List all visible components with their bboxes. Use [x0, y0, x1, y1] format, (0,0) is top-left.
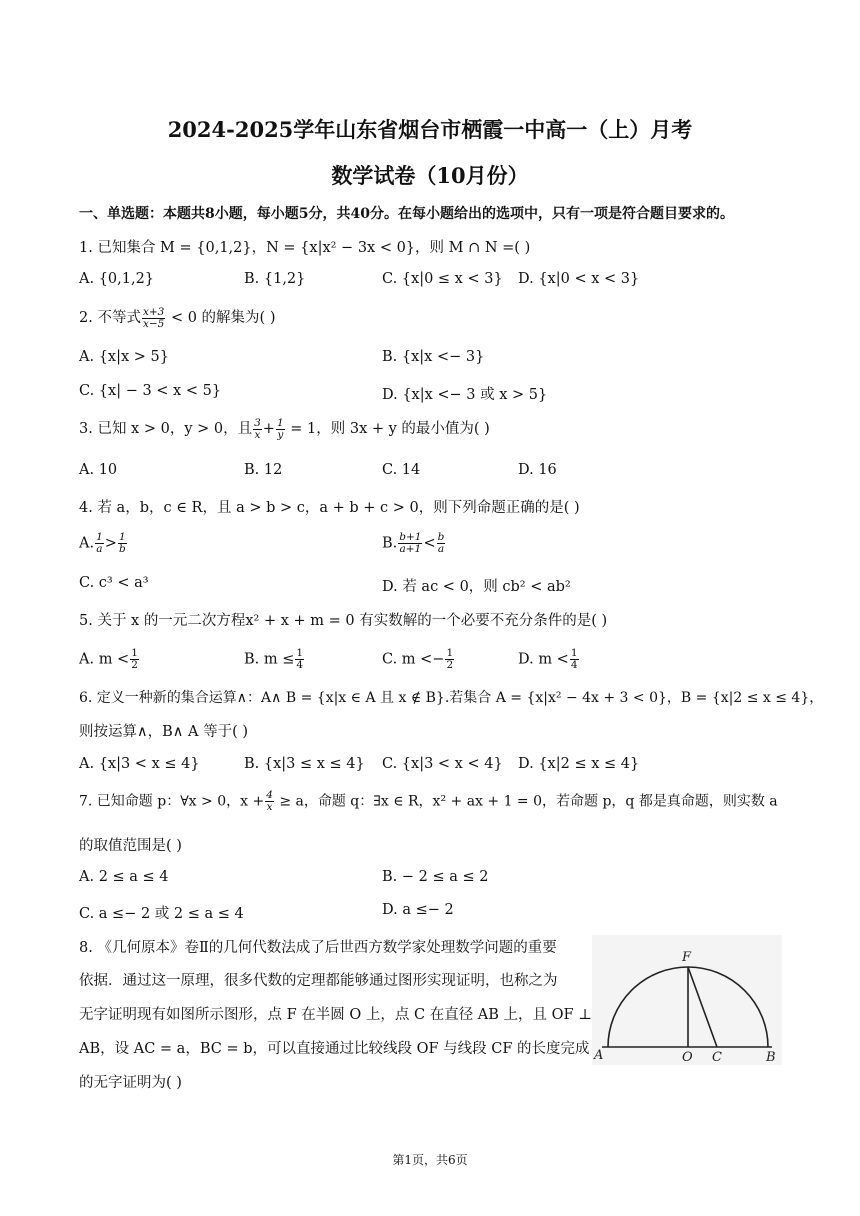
- question-4-option-a: [79, 532, 128, 555]
- section-heading: 一、单选题：本题共8小题，每小题5分，共40分。在每小题给出的选项中，只有一项是符合题目要求的。: [79, 206, 734, 222]
- option-d-fraction: [570, 648, 579, 671]
- question-6-option-a: A. {x|3 < x ≤ 4}: [79, 756, 200, 772]
- question-6-option-b: B. {x|3 ≤ x ≤ 4}: [244, 756, 365, 772]
- option-b-fraction: [295, 648, 304, 671]
- fraction-denominator: 2: [446, 659, 454, 671]
- semicircle-figure: [592, 935, 782, 1065]
- question-3-option-d: D. 16: [518, 462, 557, 478]
- label-f: F: [682, 950, 692, 965]
- question-3-option-a: A. 10: [79, 462, 118, 478]
- question-1-option-a: A. {0,1,2}: [79, 271, 155, 287]
- question-8-line-5: 的无字证明为( ): [79, 1075, 182, 1091]
- option-text: A. m <: [79, 651, 130, 668]
- question-2-stem-text: 2. 不等式: [79, 310, 141, 326]
- fraction-denominator: 4: [570, 659, 578, 671]
- page-footer: 第1页，共6页: [392, 1153, 468, 1167]
- question-7-option-b: B. − 2 ≤ a ≤ 2: [382, 869, 489, 885]
- question-4-option-c: C. c³ < a³: [79, 575, 149, 591]
- question-5-stem: 5. 关于 x 的一元二次方程x² + x + m = 0 有实数解的一个必要不充分条件的是( ): [79, 613, 608, 629]
- fraction-numerator: b: [437, 531, 445, 543]
- question-2-stem-tail: < 0 的解集为( ): [166, 310, 276, 326]
- fraction-numerator: 3: [254, 416, 261, 429]
- question-1-option-c: C. {x|0 ≤ x < 3}: [382, 271, 503, 287]
- question-8-line-1: 8. 《几何原本》卷Ⅱ的几何代数法成了后世西方数学家处理数学问题的重要: [79, 940, 557, 956]
- question-3-stem: [79, 417, 490, 441]
- fraction-denominator: a: [96, 543, 103, 555]
- question-5-option-b: [244, 648, 305, 671]
- fraction-numerator: 1: [570, 647, 578, 659]
- page-subtitle: 数学试卷（10月份）: [331, 163, 529, 188]
- question-6-option-c: C. {x|3 < x < 4}: [382, 756, 503, 772]
- comparison-sign: <: [423, 535, 436, 552]
- fraction-numerator: 4: [266, 789, 273, 801]
- semicircle-diagram: [592, 935, 782, 1065]
- fraction-numerator: b+1: [399, 531, 422, 543]
- question-2-fraction: [142, 307, 165, 330]
- question-2-stem: [79, 306, 275, 330]
- question-6-line-1: 6. 定义一种新的集合运算∧：A∧ B = {x|x ∈ A 且 x ∉ B}.若集合 A = {x|x² − 4x + 3 < 0}，B = {x|2 ≤ x ≤ 4}，: [79, 690, 824, 706]
- question-3-fraction-2: [276, 418, 285, 441]
- question-6-line-2: 则按运算∧，B∧ A 等于( ): [79, 724, 248, 740]
- question-4-stem: 4. 若 a，b，c ∈ R，且 a > b > c，a + b + c > 0，则下列命题正确的是( ): [79, 500, 580, 516]
- comparison-sign: >: [104, 535, 117, 552]
- question-7-option-a: A. 2 ≤ a ≤ 4: [79, 869, 169, 885]
- fraction-denominator: 2: [131, 659, 138, 671]
- fraction-denominator: 4: [296, 659, 304, 671]
- option-b-fraction-2: [437, 532, 446, 555]
- question-3-stem-text: 3. 已知 x > 0，y > 0，且: [79, 421, 253, 437]
- option-a-fraction-2: [118, 532, 127, 555]
- question-8-line-2: 依据．通过这一原理，很多代数的定理都能够通过图形实现证明，也称之为: [79, 973, 558, 989]
- question-2-option-b: B. {x|x <− 3}: [382, 349, 485, 365]
- question-1-stem: 1. 已知集合 M = {0,1,2}，N = {x|x² − 3x < 0}，则 M ∩ N =( ): [79, 240, 531, 256]
- fraction-denominator: a: [437, 543, 445, 555]
- segment-cf: [688, 967, 717, 1047]
- fraction-numerator: 1: [446, 647, 454, 659]
- fraction-denominator: a+1: [399, 543, 422, 555]
- option-b-fraction-1: [398, 532, 422, 555]
- question-4-option-d: D. 若 ac < 0，则 cb² < ab²: [382, 579, 571, 595]
- fraction-numerator: x+3: [142, 305, 165, 318]
- question-7-fraction: [265, 790, 274, 813]
- label-b: B: [766, 1050, 776, 1065]
- question-8-line-3: 无字证明现有如图所示图形，点 F 在半圆 O 上，点 C 在直径 AB 上，且 OF ⊥: [79, 1007, 592, 1023]
- option-letter: A.: [79, 535, 95, 552]
- fraction-numerator: 1: [276, 416, 284, 429]
- question-2-option-a: A. {x|x > 5}: [79, 349, 169, 365]
- question-5-option-c: [382, 648, 455, 671]
- label-c: C: [712, 1050, 722, 1065]
- question-3-fraction-1: [253, 418, 262, 441]
- question-3-stem-tail: = 1，则 3x + y 的最小值为( ): [285, 421, 490, 437]
- question-7-stem-tail: ≥ a，命题 q：∃x ∈ R，x² + ax + 1 = 0，若命题 p，q 都是真命题，则实数 a: [274, 793, 778, 810]
- fraction-numerator: 1: [118, 531, 126, 543]
- fraction-denominator: x: [266, 801, 273, 813]
- question-7-option-c: C. a ≤− 2 或 2 ≤ a ≤ 4: [79, 906, 244, 922]
- question-5-option-a: [79, 648, 140, 671]
- fraction-numerator: 1: [96, 531, 103, 543]
- option-c-fraction: [445, 648, 454, 671]
- option-a-fraction: [130, 648, 139, 671]
- question-7-option-d: D. a ≤− 2: [382, 902, 454, 918]
- plus-sign: +: [262, 421, 275, 437]
- label-o: O: [682, 1050, 693, 1065]
- question-1-option-d: D. {x|0 < x < 3}: [518, 271, 640, 287]
- question-8-line-4: AB，设 AC = a，BC = b，可以直接通过比较线段 OF 与线段 CF 的长度完成: [79, 1041, 590, 1057]
- question-6-option-d: D. {x|2 ≤ x ≤ 4}: [518, 756, 640, 772]
- question-7-line-1: [79, 790, 778, 813]
- question-2-option-c: C. {x| − 3 < x < 5}: [79, 383, 222, 399]
- question-1-option-b: B. {1,2}: [244, 271, 306, 287]
- label-a: A: [594, 1048, 604, 1063]
- fraction-denominator: y: [277, 428, 284, 441]
- question-7-line-2: 的取值范围是( ): [79, 838, 182, 854]
- fraction-denominator: x: [254, 428, 261, 441]
- question-3-option-b: B. 12: [244, 462, 283, 478]
- question-3-option-c: C. 14: [382, 462, 421, 478]
- question-4-option-b: [382, 532, 446, 555]
- fraction-denominator: b: [118, 543, 126, 555]
- option-text: B. m ≤: [244, 651, 295, 668]
- question-7-stem-text: 7. 已知命题 p：∀x > 0，x +: [79, 793, 265, 810]
- option-text: D. m <: [518, 651, 569, 668]
- fraction-numerator: 1: [296, 647, 304, 659]
- option-a-fraction-1: [95, 532, 104, 555]
- question-5-option-d: [518, 648, 580, 671]
- fraction-numerator: 1: [131, 647, 138, 659]
- question-2-option-d: D. {x|x <− 3 或 x > 5}: [382, 387, 548, 403]
- page-title: 2024-2025学年山东省烟台市栖霞一中高一（上）月考: [167, 117, 693, 142]
- option-letter: B.: [382, 535, 398, 552]
- option-text: C. m <−: [382, 651, 445, 668]
- fraction-denominator: x−5: [142, 317, 165, 330]
